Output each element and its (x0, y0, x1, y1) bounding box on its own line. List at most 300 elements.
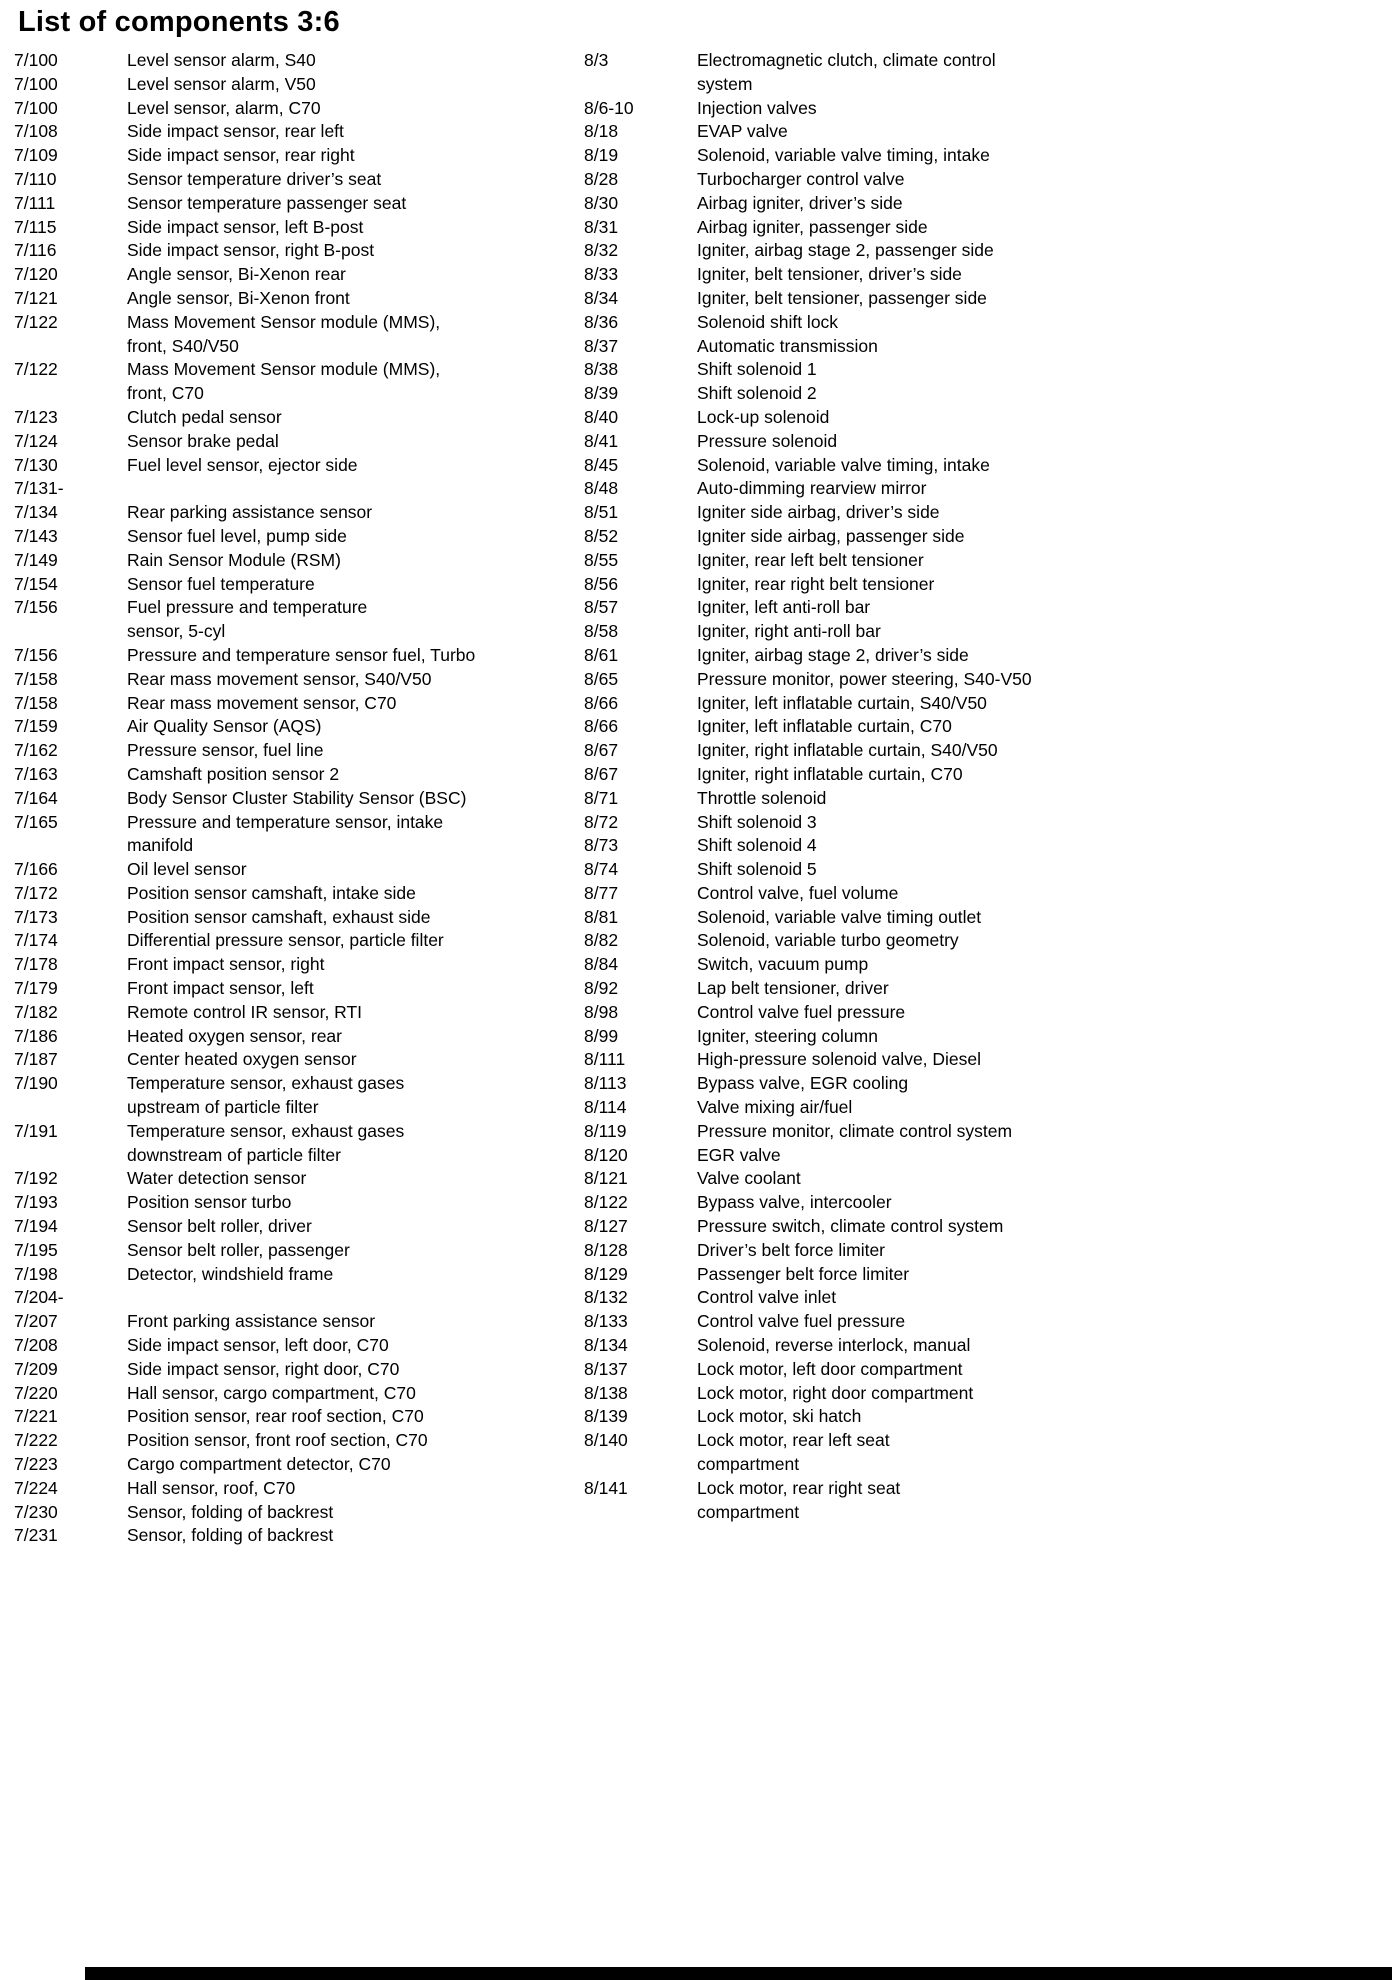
component-description (127, 1501, 584, 1525)
component-row (14, 1239, 584, 1263)
component-row (14, 1263, 584, 1287)
description-line: Igniter, left anti-roll bar (697, 597, 871, 618)
component-code: 7/100 (14, 73, 58, 94)
component-row (584, 525, 1392, 549)
component-code: 8/74 (584, 859, 619, 880)
component-description (697, 216, 1392, 240)
component-row (14, 906, 584, 930)
component-row (584, 977, 1392, 1001)
description-line: Side impact sensor, rear right (127, 145, 355, 166)
component-description (697, 573, 1392, 597)
component-row (584, 120, 1392, 144)
component-code: 7/158 (14, 668, 58, 689)
component-description (697, 192, 1392, 216)
description-line: upstream of particle filter (127, 1097, 319, 1118)
component-code: 8/30 (584, 192, 619, 213)
description-line: Igniter, belt tensioner, driver’s side (697, 264, 962, 285)
component-row (584, 358, 1392, 382)
component-row (584, 49, 1392, 97)
description-line: Igniter, rear right belt tensioner (697, 573, 935, 594)
component-row (584, 1120, 1392, 1144)
component-row (584, 1358, 1392, 1382)
description-line: Automatic transmission (697, 335, 878, 356)
component-description (697, 620, 1392, 644)
description-line: downstream of particle filter (127, 1144, 341, 1165)
component-row (584, 1429, 1392, 1477)
description-line: Hall sensor, roof, C70 (127, 1477, 296, 1498)
description-line: Camshaft position sensor 2 (127, 763, 340, 784)
component-code: 7/172 (14, 882, 58, 903)
component-code: 7/123 (14, 406, 58, 427)
description-line: Pressure monitor, power steering, S40-V50 (697, 668, 1032, 689)
component-description (127, 1072, 584, 1120)
component-description (697, 1358, 1392, 1382)
component-code: 7/163 (14, 763, 58, 784)
component-row (584, 382, 1392, 406)
description-line: Level sensor alarm, S40 (127, 50, 316, 70)
description-line: Electromagnetic clutch, climate control (697, 50, 996, 70)
component-description (127, 1429, 584, 1453)
description-line: Fuel pressure and temperature (127, 597, 368, 618)
description-line: Igniter, belt tensioner, passenger side (697, 287, 987, 308)
component-description (697, 1025, 1392, 1049)
component-description (697, 715, 1392, 739)
component-description (127, 811, 584, 859)
description-line: Body Sensor Cluster Stability Sensor (BSC) (127, 787, 467, 808)
component-code: 7/223 (14, 1454, 58, 1475)
component-code: 7/156 (14, 597, 58, 618)
component-row (14, 1477, 584, 1501)
component-row (584, 763, 1392, 787)
description-line: Turbocharger control valve (697, 168, 905, 189)
component-description (127, 596, 584, 644)
component-row (584, 1405, 1392, 1429)
component-description (697, 477, 1392, 501)
component-description (697, 1120, 1392, 1144)
column-right (584, 49, 1392, 1524)
component-code: 8/129 (584, 1263, 628, 1284)
component-code: 7/124 (14, 430, 58, 451)
description-line: Driver’s belt force limiter (697, 1239, 886, 1260)
component-row (584, 668, 1392, 692)
component-row (14, 1358, 584, 1382)
description-line: Sensor fuel level, pump side (127, 525, 347, 546)
component-row (14, 1001, 584, 1025)
component-row (584, 311, 1392, 335)
component-description (697, 1191, 1392, 1215)
component-row (14, 763, 584, 787)
component-code: 7/198 (14, 1263, 58, 1284)
description-line: Oil level sensor (127, 859, 247, 880)
component-description (127, 977, 584, 1001)
component-code: 7/220 (14, 1382, 58, 1403)
description-line: Clutch pedal sensor (127, 406, 282, 427)
component-code: 7/109 (14, 145, 58, 166)
component-row (584, 454, 1392, 478)
description-line: Front parking assistance sensor (127, 1311, 376, 1332)
description-line: Temperature sensor, exhaust gases (127, 1120, 405, 1141)
description-line: Throttle solenoid (697, 787, 827, 808)
component-description (697, 49, 1392, 97)
component-code: 7/111 (14, 192, 56, 213)
component-description (127, 1120, 584, 1168)
component-row (14, 787, 584, 811)
description-line: Solenoid, variable turbo geometry (697, 930, 959, 951)
description-line: Center heated oxygen sensor (127, 1049, 357, 1070)
component-description (127, 1167, 584, 1191)
component-description (127, 953, 584, 977)
component-description (697, 739, 1392, 763)
component-code: 8/33 (584, 264, 619, 285)
component-row (14, 1215, 584, 1239)
component-row (584, 715, 1392, 739)
component-row (14, 953, 584, 977)
component-description (697, 1310, 1392, 1334)
component-code: 7/224 (14, 1477, 58, 1498)
component-description (127, 287, 584, 311)
component-row (584, 1096, 1392, 1120)
component-row (584, 882, 1392, 906)
component-row (14, 811, 584, 859)
component-code: 7/149 (14, 549, 58, 570)
component-description (697, 1167, 1392, 1191)
description-line: Solenoid, variable valve timing, intake (697, 145, 990, 166)
component-code: 8/19 (584, 145, 619, 166)
component-code: 7/100 (14, 97, 58, 118)
component-row (584, 1382, 1392, 1406)
component-row (584, 287, 1392, 311)
component-code: 8/48 (584, 478, 619, 499)
component-row (14, 477, 584, 501)
component-code: 8/71 (584, 787, 619, 808)
component-row (584, 787, 1392, 811)
component-row (14, 168, 584, 192)
component-description (127, 549, 584, 573)
component-description (697, 811, 1392, 835)
component-code: 7/222 (14, 1430, 58, 1451)
description-line: sensor, 5-cyl (127, 621, 226, 642)
description-line: Control valve fuel pressure (697, 1311, 906, 1332)
component-code: 8/92 (584, 978, 619, 999)
description-line: Airbag igniter, passenger side (697, 216, 928, 237)
description-line: Position sensor camshaft, exhaust side (127, 906, 431, 927)
component-description (127, 1215, 584, 1239)
component-code: 8/113 (584, 1073, 627, 1094)
component-description (697, 668, 1392, 692)
component-description (127, 1524, 584, 1548)
description-line: Fuel level sensor, ejector side (127, 454, 358, 475)
component-row (14, 454, 584, 478)
component-code: 7/156 (14, 644, 58, 665)
component-description (127, 1334, 584, 1358)
component-description (697, 1263, 1392, 1287)
component-code: 8/65 (584, 668, 619, 689)
component-row (14, 501, 584, 525)
description-line: Lock-up solenoid (697, 406, 830, 427)
description-line: Solenoid shift lock (697, 311, 839, 332)
component-code: 7/143 (14, 525, 58, 546)
description-line: Water detection sensor (127, 1168, 307, 1189)
component-row (14, 1405, 584, 1429)
component-description (127, 1310, 584, 1334)
component-description (697, 929, 1392, 953)
description-line: Igniter, right anti-roll bar (697, 621, 881, 642)
component-code: 8/66 (584, 692, 619, 713)
component-code: 7/122 (14, 359, 58, 380)
description-line: Differential pressure sensor, particle filter (127, 930, 444, 951)
component-code: 8/61 (584, 644, 619, 665)
component-code: 8/140 (584, 1430, 628, 1451)
component-row (584, 1025, 1392, 1049)
component-code: 8/55 (584, 549, 619, 570)
component-description (127, 573, 584, 597)
component-description (697, 358, 1392, 382)
description-line: Angle sensor, Bi-Xenon rear (127, 264, 346, 285)
component-code: 7/195 (14, 1239, 58, 1260)
component-code: 8/3 (584, 50, 609, 70)
component-code: 8/139 (584, 1406, 628, 1427)
description-line: Rear mass movement sensor, S40/V50 (127, 668, 432, 689)
component-description (697, 1477, 1392, 1525)
component-row (14, 1310, 584, 1334)
description-line: Igniter, airbag stage 2, driver’s side (697, 644, 969, 665)
component-row (584, 144, 1392, 168)
component-row (584, 263, 1392, 287)
component-code: 8/138 (584, 1382, 628, 1403)
description-line: Sensor, folding of backrest (127, 1501, 334, 1522)
component-description (697, 382, 1392, 406)
component-code: 7/116 (14, 240, 57, 261)
component-description (127, 73, 584, 97)
component-description (697, 1405, 1392, 1429)
component-description (127, 1048, 584, 1072)
component-description (127, 1286, 584, 1310)
component-row (584, 1191, 1392, 1215)
description-line: system (697, 73, 753, 94)
component-description (697, 1072, 1392, 1096)
component-code: 8/37 (584, 335, 619, 356)
component-code: 8/18 (584, 121, 619, 142)
component-row (584, 477, 1392, 501)
component-code: 8/128 (584, 1239, 628, 1260)
component-description (697, 406, 1392, 430)
component-code: 7/166 (14, 859, 58, 880)
component-code: 8/122 (584, 1192, 628, 1213)
description-line: Rear mass movement sensor, C70 (127, 692, 397, 713)
component-row (584, 596, 1392, 620)
component-code: 7/159 (14, 716, 58, 737)
component-description (127, 1263, 584, 1287)
description-line: Lock motor, rear left seat (697, 1430, 890, 1451)
description-line: Passenger belt force limiter (697, 1263, 910, 1284)
component-code: 7/164 (14, 787, 58, 808)
component-row (584, 834, 1392, 858)
component-row (14, 1072, 584, 1120)
component-code: 8/133 (584, 1311, 628, 1332)
component-code: 7/165 (14, 811, 58, 832)
component-description (127, 358, 584, 406)
component-row (584, 168, 1392, 192)
component-row (14, 1191, 584, 1215)
component-row (14, 239, 584, 263)
description-line: Valve coolant (697, 1168, 801, 1189)
description-line: Switch, vacuum pump (697, 954, 869, 975)
component-code: 8/52 (584, 525, 619, 546)
component-row (14, 715, 584, 739)
component-row (584, 549, 1392, 573)
component-description (127, 454, 584, 478)
component-description (127, 525, 584, 549)
description-line: Side impact sensor, right door, C70 (127, 1358, 400, 1379)
description-line: Solenoid, variable valve timing, intake (697, 454, 990, 475)
component-code: 7/182 (14, 1001, 58, 1022)
component-description (697, 430, 1392, 454)
component-row (584, 501, 1392, 525)
component-code: 8/73 (584, 835, 619, 856)
component-code: 7/154 (14, 573, 58, 594)
component-description (697, 906, 1392, 930)
component-row (14, 1524, 584, 1548)
component-description (697, 1334, 1392, 1358)
component-code: 8/77 (584, 882, 619, 903)
description-line: Shift solenoid 3 (697, 811, 817, 832)
component-description (127, 739, 584, 763)
description-line: Igniter side airbag, passenger side (697, 525, 965, 546)
component-row (584, 239, 1392, 263)
component-description (697, 977, 1392, 1001)
component-code: 8/39 (584, 383, 619, 404)
component-row (14, 1429, 584, 1453)
component-code: 7/193 (14, 1192, 58, 1213)
component-row (14, 1453, 584, 1477)
description-line: Detector, windshield frame (127, 1263, 334, 1284)
component-code: 7/174 (14, 930, 58, 951)
component-code: 7/209 (14, 1358, 58, 1379)
component-row (584, 216, 1392, 240)
component-description (127, 97, 584, 121)
component-description (697, 692, 1392, 716)
description-line: Mass Movement Sensor module (MMS), (127, 311, 441, 332)
component-row (14, 311, 584, 359)
description-line: Pressure switch, climate control system (697, 1216, 1004, 1237)
component-description (697, 763, 1392, 787)
component-description (127, 692, 584, 716)
component-description (697, 1215, 1392, 1239)
description-line: Control valve inlet (697, 1287, 837, 1308)
component-code: 7/179 (14, 978, 58, 999)
component-code: 7/191 (14, 1120, 58, 1141)
description-line: Position sensor, front roof section, C70 (127, 1430, 428, 1451)
component-description (127, 406, 584, 430)
component-description (127, 311, 584, 359)
description-line: Sensor belt roller, passenger (127, 1239, 350, 1260)
component-description (127, 787, 584, 811)
description-line: Shift solenoid 1 (697, 359, 817, 380)
component-description (127, 1191, 584, 1215)
component-row (14, 144, 584, 168)
description-line: Igniter, airbag stage 2, passenger side (697, 240, 994, 261)
component-row (14, 1334, 584, 1358)
description-line: Sensor fuel temperature (127, 573, 315, 594)
component-row (584, 1263, 1392, 1287)
description-line: Front impact sensor, left (127, 978, 314, 999)
description-line: Sensor temperature driver’s seat (127, 168, 382, 189)
component-description (697, 596, 1392, 620)
component-code: 8/57 (584, 597, 619, 618)
component-code: 8/67 (584, 763, 619, 784)
component-code: 7/194 (14, 1216, 58, 1237)
component-row (584, 906, 1392, 930)
component-row (584, 858, 1392, 882)
description-line: Rear parking assistance sensor (127, 502, 373, 523)
component-code: 8/99 (584, 1025, 619, 1046)
description-line: Bypass valve, EGR cooling (697, 1073, 909, 1094)
component-description (697, 787, 1392, 811)
description-line: Igniter, right inflatable curtain, S40/V50 (697, 740, 998, 761)
description-line: Sensor temperature passenger seat (127, 192, 407, 213)
description-line: EVAP valve (697, 121, 788, 142)
description-line: Igniter side airbag, driver’s side (697, 502, 940, 523)
component-row (584, 620, 1392, 644)
description-line: Side impact sensor, left B-post (127, 216, 364, 237)
component-description (697, 1144, 1392, 1168)
component-code: 7/173 (14, 906, 58, 927)
component-row (584, 406, 1392, 430)
description-line: Rain Sensor Module (RSM) (127, 549, 341, 570)
component-code: 8/58 (584, 621, 619, 642)
component-row (14, 1382, 584, 1406)
component-row (14, 120, 584, 144)
description-line: Pressure and temperature sensor, intake (127, 811, 444, 832)
component-code: 7/192 (14, 1168, 58, 1189)
component-code: 7/187 (14, 1049, 58, 1070)
component-code: 8/82 (584, 930, 619, 951)
component-description (127, 1239, 584, 1263)
description-line: Lock motor, right door compartment (697, 1382, 974, 1403)
component-description (127, 216, 584, 240)
component-columns (14, 49, 1392, 1548)
component-description (127, 882, 584, 906)
description-line: Shift solenoid 4 (697, 835, 817, 856)
description-line: Mass Movement Sensor module (MMS), (127, 359, 441, 380)
component-row (14, 596, 584, 644)
component-description (697, 525, 1392, 549)
component-description (127, 120, 584, 144)
component-row (584, 953, 1392, 977)
description-line: Hall sensor, cargo compartment, C70 (127, 1382, 416, 1403)
component-row (14, 430, 584, 454)
description-line: Front impact sensor, right (127, 954, 325, 975)
description-line: Igniter, left inflatable curtain, S40/V50 (697, 692, 987, 713)
component-row (584, 1144, 1392, 1168)
component-code: 8/34 (584, 287, 619, 308)
component-description (697, 882, 1392, 906)
description-line: Control valve fuel pressure (697, 1001, 906, 1022)
component-row (584, 573, 1392, 597)
component-row (14, 49, 584, 73)
component-description (127, 1453, 584, 1477)
description-line: Solenoid, variable valve timing outlet (697, 906, 982, 927)
component-row (14, 977, 584, 1001)
component-description (697, 1048, 1392, 1072)
component-code: 7/231 (14, 1525, 58, 1546)
component-description (697, 311, 1392, 335)
description-line: Igniter, rear left belt tensioner (697, 549, 924, 570)
component-row (14, 287, 584, 311)
description-line: Pressure monitor, climate control system (697, 1120, 1013, 1141)
description-line: Position sensor camshaft, intake side (127, 882, 416, 903)
description-line: Shift solenoid 5 (697, 859, 817, 880)
